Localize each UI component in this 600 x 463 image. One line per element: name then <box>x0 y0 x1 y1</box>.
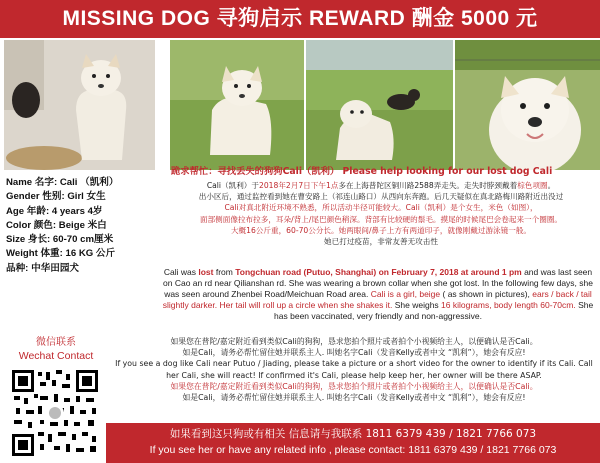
footer-zh: 如果看到这只狗或有相关 信息请与我联系 1811 6379 439 / 1821 7766 073 <box>169 428 537 440</box>
plead-en: Please help looking for our lost dog Cali <box>342 166 553 177</box>
chinese-story: Cali（凯利）于2018年2月7日下午1点多在上海普陀区铜川路2588弄走失。走失时脖颈戴着棕色项圈。 出小区后，通过监控看到她在曹安路上（祁连山路口）从西向东奔跑。后几天疑似在真北路梅川路附近出没过 Cali对真北附近环境不熟悉，所以活动半径可能较大。Cali（凯利）是个女生，米色（如图）， 面部侧面像拉布拉多，耳朵/背上/尾巴颜色稍深。背部有比较硬的鬃毛。摸尾的时候尾巴会卷起来一个圈圈。 大概16公斤重，60-70公分长。她两眼间/鼻子上方有两道印子，就像刚戴过游泳镜一般。 她已打过疫苗，非常友善无攻击性 <box>198 181 564 247</box>
weight-row: Weight 体重: 16 KG 公斤 <box>6 248 116 260</box>
footer-en: If you see her or have any related info , please contact: 1811 6379 439 / 1821 7766 073 <box>149 444 557 456</box>
qr-code-icon[interactable] <box>10 368 100 458</box>
contact-footer <box>106 423 600 463</box>
dog-photo-park <box>306 40 453 170</box>
contact-instructions: 如果您在普陀/嘉定附近看到类似Cali的狗狗，恳求您拍个照片或者拍个小视频给主人，以便确认是否Cali。 如是Cali，请务必帮忙留住她并联系主人. 叫她名字Cali（发音Kelly或者中文 “凯利”），她会有反应! If you see a dog like Cali near Putuo / Jiading, please take a picture or a short video for the owner to identify if its Cali. Call her Cali, she will react! If confirmed it's Cali, please help keep her, her owner will be there ASAP. 如果您在普陀/嘉定附近看到类似Cali的狗狗，恳求您拍个照片或者拍个小视频给主人，以便确认是否Cali。 如是Cali，请务必帮忙留住她并联系主人. 叫她名字Cali（发音Kelly或者中文 “凯利”），她会有反应! <box>115 337 593 403</box>
plead-zh: 跪求帮忙：寻找丢失的狗狗Cali（凯利） <box>171 166 340 177</box>
gender-row: Gender 性别: Girl 女生 <box>6 191 106 203</box>
dog-info <box>6 176 166 276</box>
size-row: Size 身长: 60-70 cm厘米 <box>6 234 114 246</box>
color-row: Color 颜色: Beige 米白 <box>6 219 107 231</box>
age-row: Age 年龄: 4 years 4岁 <box>6 205 103 217</box>
dog-photo-indoor <box>4 40 155 170</box>
name-row: Name 名字: Cali （凯利） <box>6 177 119 188</box>
plead-line <box>171 166 598 178</box>
breed-row: 品种: 中华田园犬 <box>6 262 80 274</box>
dog-photo-grass <box>170 40 304 170</box>
title-banner: MISSING DOG 寻狗启示 REWARD 酬金 5000 元 <box>0 0 600 38</box>
dog-photo-face <box>455 40 600 170</box>
wechat-contact: 微信联系 Wechat Contact <box>18 337 94 362</box>
english-story: Cali was lost from Tongchuan road (Putuo, Shanghai) on February 7, 2018 at around 1 pm and was last seen on Cao an rd near Qilianshan rd. She was wearing a brown collar when she got lost. In the following few days, she was seen around Zhenbei Road/Meichuan Road area. Cali is a girl, beige ( as shown in pictures), ears / back / tail slightly darker. Her tail will roll up a circle when she shakes it. She weighs 16 kilograms, body length 60-70cm. She has been vaccinated, very friendly and non-aggressive. <box>162 267 594 321</box>
